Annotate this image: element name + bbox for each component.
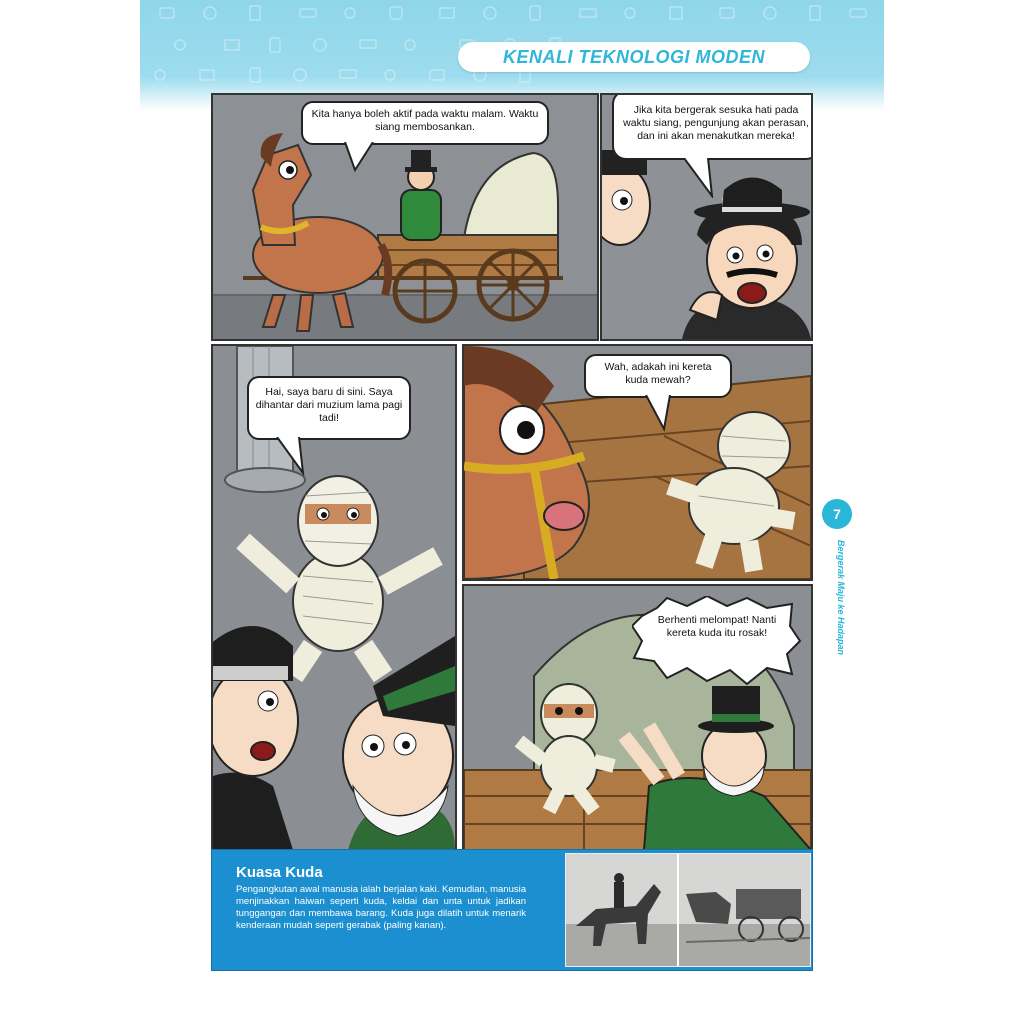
speech-bubble <box>247 376 411 440</box>
comic-panel-3 <box>211 344 457 852</box>
bubble-tail <box>682 158 722 198</box>
speech-bubble <box>584 354 732 398</box>
chapter-title-pill <box>458 42 810 72</box>
speech-bubble <box>612 93 813 160</box>
series-title-vertical: Bergerak Maju ke Hadapan <box>836 540 846 656</box>
info-body: Pengangkutan awal manusia ialah berjalan kaki. Kemudian, manusia menjinakkan haiwan seperti kuda, keldai dan unta untuk jadikan tunggangan dan membawa barang. Kuda juga dilatih untuk menarik kenderaan mudah seperti gerabak (paling kanan). <box>236 884 526 931</box>
speech-text: Jika kita bergerak sesuka hati pada waktu siang, pengunjung akan perasan, dan ini akan menakutkan mereka! <box>623 104 809 142</box>
comic-panel-2 <box>600 93 813 341</box>
comic-panel-4 <box>462 344 813 581</box>
speech-text: Wah, adakah ini kereta kuda mewah? <box>604 361 712 386</box>
speech-text: Kita hanya boleh aktif pada waktu malam. Waktu siang membosankan. <box>311 108 539 133</box>
speech-text: Berhenti melompat! Nanti kereta kuda itu rosak! <box>657 614 777 639</box>
comic-panel-5 <box>462 584 813 852</box>
info-box <box>211 849 813 971</box>
speech-text: Hai, saya baru di sini. Saya dihantar dari muzium lama pagi tadi! <box>255 386 403 424</box>
horse-rider-photo <box>566 854 810 966</box>
chapter-title: KENALI TEKNOLOGI MODEN <box>503 46 765 67</box>
bubble-tail <box>343 142 383 172</box>
shout-bubble <box>632 596 802 686</box>
page-number: 7 <box>833 506 841 522</box>
bubble-tail <box>275 437 315 477</box>
speech-bubble <box>301 101 549 145</box>
comic-panel-1 <box>211 93 599 341</box>
historic-photo <box>565 853 811 967</box>
info-title: Kuasa Kuda <box>236 864 323 881</box>
page-number-badge <box>822 499 852 529</box>
bubble-tail <box>644 395 684 435</box>
speech-text-box <box>650 614 784 640</box>
